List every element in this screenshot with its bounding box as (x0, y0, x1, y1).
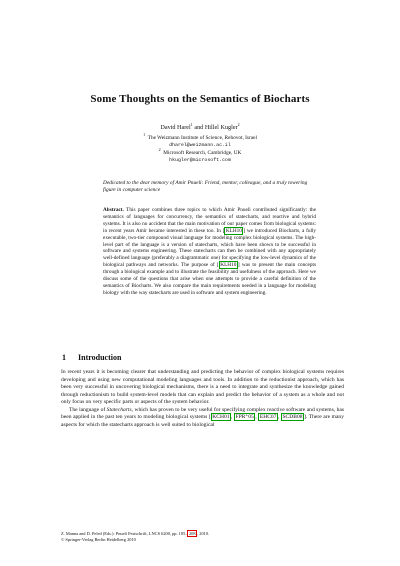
abstract-text: This paper combines three topics to which Amir Pnueli contributed significantly: the semantics of languages for concurrency, the semantics of statecharts, and reactive and hybrid systems. It is also no accident that the main motivation of our paper comes from biological systems: in recent years Amir became interested in these too. In (103, 207, 316, 234)
section-number: 1 (62, 353, 66, 362)
abstract: Abstract. This paper combines three topics to which Amir Pnueli contributed significantly: the semantics of languages for concurrency, the semantics of statecharts, and reactive and hybrid systems. It is also no accident that the main motivation of our paper comes from biological systems: in recent years Amir became interested in these too. In [ KLH10 ] we introduced Biocharts, a fully executable, two-tier compound visual language for modeling complex biological systems. The high-level part of the language is a version of statecharts, which have been shown to be successful in software and systems engineering. These statecharts can then be combined with any appropriately well-defined language (preferably a diagrammatic one) for specifying the low-level dynamics of the biological pathways and networks. The purpose of [ KLH10 ] was to present the main concepts through a biological example and to illustrate the feasibility and usefulness of the approach. Here we discuss some of the questions that arise when one attempts to provide a careful definition of the semantics of Biocharts. We also compare the main requirements needed in a language for modeling biology with the way statecharts are used in software and system engineering. (103, 207, 317, 296)
citation-link[interactable]: KCH01 (212, 414, 230, 420)
copyright-notice: © Springer-Verlag Berlin Heidelberg 2010 (61, 537, 136, 542)
paragraph-text: . There are many aspects for which the statecharts approach is well suited to biological (61, 414, 344, 428)
footer-citation: Z. Manna and D. Peled (Eds.): Pnueli Festschrift, LNCS 6200, pp. 185– (61, 531, 188, 536)
footer-citation: , 2010. (197, 531, 210, 536)
author-conjunction: and (192, 124, 205, 131)
affiliation-email: hkugler@microsoft.com (169, 158, 231, 164)
citation-link[interactable]: KLH10 (220, 262, 237, 269)
paragraph: In recent years it is becoming clearer that understanding and predicting the behavior of complex biological systems requires developing and using new computational modeling languages and tools. In addition to the reductionist approach, which has been very successful in uncovering biological mechanisms, there is a need to integrate and synthesize the knowledge gained through reductionism to build system-level models that can explain and predict the behavior of a system as a whole and not only focus on very specific parts or aspects of the system behavior. (61, 369, 344, 405)
affiliation-mark: 1 (143, 132, 146, 138)
affiliation-email: dharel@weizmann.ac.il (169, 143, 231, 149)
author-name: David Harel (160, 124, 191, 131)
affiliation-1 (0, 132, 400, 149)
dedication: Dedicated to the dear memory of Amir Pnueli: Friend, mentor, colleague, and a truly towering figure in computer science (103, 180, 308, 193)
author-name: Hillel Kugler (204, 124, 238, 131)
section-title: Introduction (78, 353, 122, 362)
affiliation-mark: 2 (237, 121, 240, 127)
affiliation-mark: 1 (190, 121, 193, 127)
citation-link[interactable]: SCDB08 (282, 414, 303, 420)
affiliation-mark: 2 (158, 147, 161, 153)
citation-link[interactable]: EHC07 (259, 414, 277, 420)
affiliation-2 (0, 147, 400, 164)
paragraph-text: The language of (69, 406, 107, 413)
page-link[interactable]: 208 (188, 531, 196, 536)
citation-link[interactable]: FPR⁺05 (235, 414, 254, 420)
abstract-text: was to present the main concepts through a biological example and to illustrate the feasibility and usefulness of the approach. Here we discuss some of the questions that arise when one attempts to provide a careful definition of the semantics of Biocharts. We also compare the main requirements needed in a language for modeling biology with the way statecharts are used in software and system engineering. (103, 262, 317, 296)
abstract-heading: Abstract. (103, 207, 124, 213)
section-heading (62, 353, 121, 362)
citation-link[interactable]: KLH10 (225, 227, 242, 234)
introduction-body (61, 369, 344, 429)
emphasis-text: Statecharts (106, 406, 132, 413)
paper-title: Some Thoughts on the Semantics of Biocharts (90, 93, 310, 105)
author-line (0, 121, 400, 131)
paragraph: The language of Statecharts, which has proven to be very useful for specifying complex reactive software and systems, has been applied in the past ten years to modeling biological systems [ KCH01 , FPR⁺05 , EHC07 , SCDB08 ]. There are many aspects for which the statecharts approach is well suited to biological (61, 406, 344, 428)
abstract-text: we introduced Biocharts, a fully executable, two-tier compound visual language for modeling complex biological systems. The high-level part of the language is a version of statecharts, which have been shown to be successful in software and systems engineering. These statecharts can then be combined with any appropriately well-defined language (preferably a diagrammatic one) for specifying the low-level dynamics of the biological pathways and networks. The purpose of (103, 227, 316, 269)
page-footer (61, 531, 344, 543)
paragraph-text: , which has proven to be very useful for specifying complex reactive software and systems, has been applied in the past ten years to modeling biological systems (61, 406, 344, 420)
affiliation-org: Microsoft Research, Cambridge, UK (163, 150, 242, 156)
affiliation-org: The Weizmann Institute of Science, Rehovot, Israel (147, 135, 257, 141)
